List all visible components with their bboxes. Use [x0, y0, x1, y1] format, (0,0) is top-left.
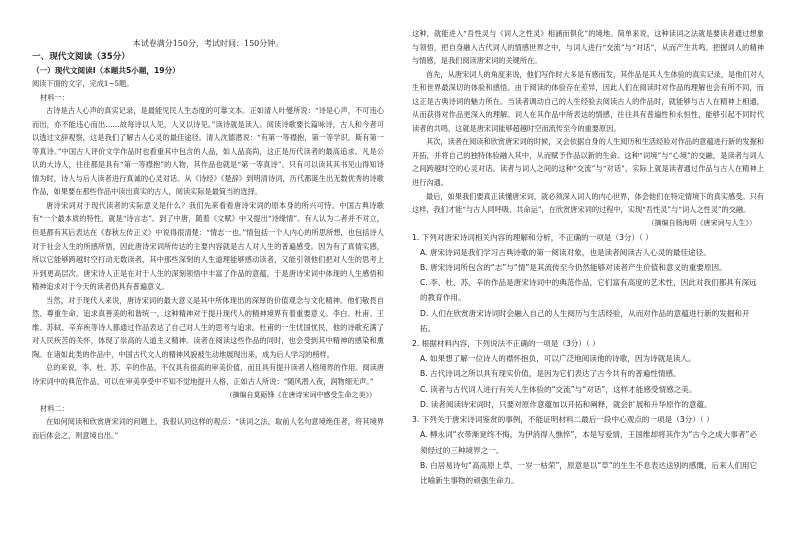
- option-b[interactable]: B. 唐宋诗词所包含的“志”与“情”是其流传至今仍然能够对读者产生价值和意义的重要原因。: [420, 263, 727, 273]
- paragraph: 古诗是古人心声的真实记录，是最能见民人生态度的可靠文本。正如清人叶燮所说：“诗是心声，不可违心而出，亦不能违心而出……故每诗以人见，人又以诗见。”读诗就是读人。阅读诗歌要长篇咏诗，古人和今者可以透过文辞观察，这是我们了解古人心灵的最佳途径。清人沈德潜说：“有第一等襟抱，第一等学识，斯有第一等真诗。”中国古人评价文学作品时也看重其中包含的人品，如人品高尚，这正是历代读者的最高追求。凡是公认的大诗人，往往都是具有“第一等襟抱”的人物，其作品也就是“第一等真诗”。只有可以读其其书见山得知诗情为时，诗人与后人读者进行真诚的心灵对话。从《诗经》《楚辞》到明清诗词，历代都诞生出无数优秀的诗歌作品，如果要在那些作品中读出真实的古人，阅读实际是最简当的选择。: [32, 106, 384, 197]
- option-d[interactable]: D. 人们在欣赏唐宋诗词时会融入自己的人生阅历与生活经验，从而对作品的意蕴进行新的发掘和开拓。: [420, 308, 750, 333]
- question-stem: 3. 下列关于唐宋诗词鉴赏的事例，不能证明材料二最后一段中心观点的一项是（3分）（ ）: [412, 415, 714, 425]
- paragraph: 唐诗宋词对于现代读者的实际意义是什么？我们先来看看唐诗宋词的原本身的所兴可恃。中国古典诗歌有“一个最本质的特性，就是“诗言志”。到了中唐，随着《文赋》中又提出“诗缘情”。有人认为二者并不对立，但是都有其后表达在《春秋左传正义》中说得很清楚：“情志一也。”情包括一个人内心的所思所想，也包括诗人对于社会人生的所感所悟，因此唐诗宋词所传达的主要内容就是古人对人生的普遍感受。因为有了真情实感，所以它能够跨越时空打动无数读者，其中那些深刻的人生道理能够感动读者，又能引领他们把对人生的思考上升到更高层次。唐宋诗人正是在对于人生的深刻领悟中丰富了作品的意蕴，于是唐诗宋词中体现的人生感悟和精神追求对于今天的读者仍具有普遍意义。: [32, 200, 384, 292]
- section-title: 一、现代文阅读（35分）: [32, 52, 130, 62]
- option-a[interactable]: A. 柳永词“衣带渐宽终不悔，为伊消得人憔悴”，本是写爱情，王国维却将其作为“古今之成大事者”必须经过的三种境界之一。: [420, 430, 757, 455]
- option-c[interactable]: C. 读者与古代词人进行有关人生体验的“交流”与“对话”，这样才能感受情感之美。: [420, 384, 697, 394]
- paragraph: 在如何阅读和欣赏唐宋词的问题上，我很认同这样的观点：“读词之法，取前人名句意境绝佳者，将其境界而后体会之，则意境自出。”: [32, 417, 384, 440]
- paragraph: 当然，对于现代人来说，唐诗宋词的最大意义是其中所体现出的深厚的价值观念与文化精神。他们敬畏自然、尊重生命，追求真善美的和谐统一，这种精神对于提升现代人的精神境界有着重要意义。李白、杜甫、王维、苏轼、辛弃疾等诗人都通过作品表达了自己对人生的思考与追求。杜甫的一生忧国忧民，他的诗歌充满了对人民疾苦的关怀，体现了崇高的人道主义精神。读者在阅读这些作品的同时，也会受到其中精神的感染和熏陶。在诸如此类的作品中，中国古代文人的精神风貌被生动地展现出来，成为后人学习的榜样。: [32, 295, 384, 359]
- question-2: [412, 336, 764, 412]
- paragraph: 最后，如果我们要真正读懂唐宋词，就必须深入词人的内心世界，体会他们在特定情境下的真实感受。只有这样，我们才能“与古人同呼吸、共命运”，在欣赏唐宋词的过程中，实现“吾性灵”与“词人之性灵”的交融。: [412, 191, 764, 215]
- source-citation: （摘编自杨海明《唐宋词与人生》）: [647, 218, 756, 227]
- question-stem: 2. 根据材料内容，下列说法不正确的一项是（3分）（ ）: [412, 339, 600, 349]
- paragraph: 首先，从唐宋词人的角度来说，他们写作时大多是有感而发，其作品是其人生体验的真实记录，是他们对人生和世界最深切的体验和感悟。由于阅读的体验存在差异，因此人们在阅读时对作品的理解也会有所不同，而这正是古典诗词的魅力所在。当读者调动自己的人生经验去阅读古人的作品时，就能够与古人在精神上相通，从而获得对作品更深入的理解。词人在其作品中所表达的情感，往往具有普遍性和永恒性，能够引起不同时代读者的共鸣，这就是唐宋词能够超越时空而流传至今的重要原因。: [412, 69, 764, 133]
- question-1: [412, 230, 764, 336]
- question-stem: 1. 下列对唐宋诗词相关内容的理解和分析，不正确的一项是（3分）（ ）: [412, 232, 653, 242]
- paragraph: 这种，就能进入“吾性灵与《词人之性灵》相涵而俱化”的境地。简单来说，这种读词之法就是要读者通过想象与领悟，把自身融入古代词人的情感世界之中，与词人进行“交流”与“对话”，从而产生共鸣。把握词人的精神与情感，是我们阅读唐宋词的关键所在。: [412, 29, 764, 66]
- paragraph: 总的来说，李、杜、苏、辛的作品，不仅具有很高的审美价值，而且具有提升读者人格境界的作用。阅读唐诗宋词中的典范作品，可以在审美享受中不知不觉地提升人格，正如古人所说：“随风潜入夜，润物细无声。”: [32, 363, 384, 386]
- right-column: [412, 0, 764, 560]
- subsection-title: （一）现代文阅读Ⅰ（本题共5小题，19分）: [32, 66, 180, 75]
- option-d[interactable]: D. 读者阅读诗宋词时，只要对原作意蕴加以开拓和阐释，就会扩展和升华原作的意蕴。: [420, 399, 712, 409]
- instruction: 阅读下面的文字，完成1~5题。: [32, 79, 134, 88]
- option-b[interactable]: B. 古代诗词之所以具有现实价值，是因为它们表达了古今共有的普遍性情感。: [420, 369, 681, 379]
- source-citation: （摘编自莫砺锋《在唐诗宋词中感受生命之美》）: [225, 390, 376, 399]
- option-c[interactable]: C. 李、杜、苏、辛的作品是唐宋诗词中的典范作品，它们富有高度的艺术性，因此对我们都具有深远的教育作用。: [420, 278, 757, 303]
- option-a[interactable]: A. 如果想了解一位诗人的襟怀抱负，可以广泛地阅读他的诗歌，因为诗就是读人。: [420, 354, 696, 364]
- exam-header: 本试卷满分150分，考试时间：150分钟。: [132, 39, 284, 48]
- question-3: [412, 412, 764, 488]
- left-column: [32, 0, 384, 560]
- material1-label: 材料一：: [40, 92, 69, 102]
- paragraph: 其次，读者在阅读和欣赏唐宋词的时候，又会依据自身的人生阅历和生活经验对作品的意蕴进行新的发掘和开拓，并将自己的独特体验融入其中，从而赋予作品以新的生命。这种“词境”与“心境”的交融，是读者与词人之间跨越时空的心灵对话。读者与词人之间的这种“交流”与“对话”，实际上就是读者通过作品与古人在精神上进行沟通。: [412, 137, 764, 188]
- material2-label: 材料二：: [40, 403, 69, 413]
- option-a[interactable]: A. 唐宋诗词是我们学习古典诗歌的第一阅读对象，也是读者阅读古人心灵的最佳途径。: [420, 247, 711, 257]
- option-b[interactable]: B. 白居易诗句“高高原上草，一岁一枯荣”，原意是以“草”的生生不息表达送别的感慨，后来人们用它比喻新生事物的顽强生命力。: [420, 460, 758, 485]
